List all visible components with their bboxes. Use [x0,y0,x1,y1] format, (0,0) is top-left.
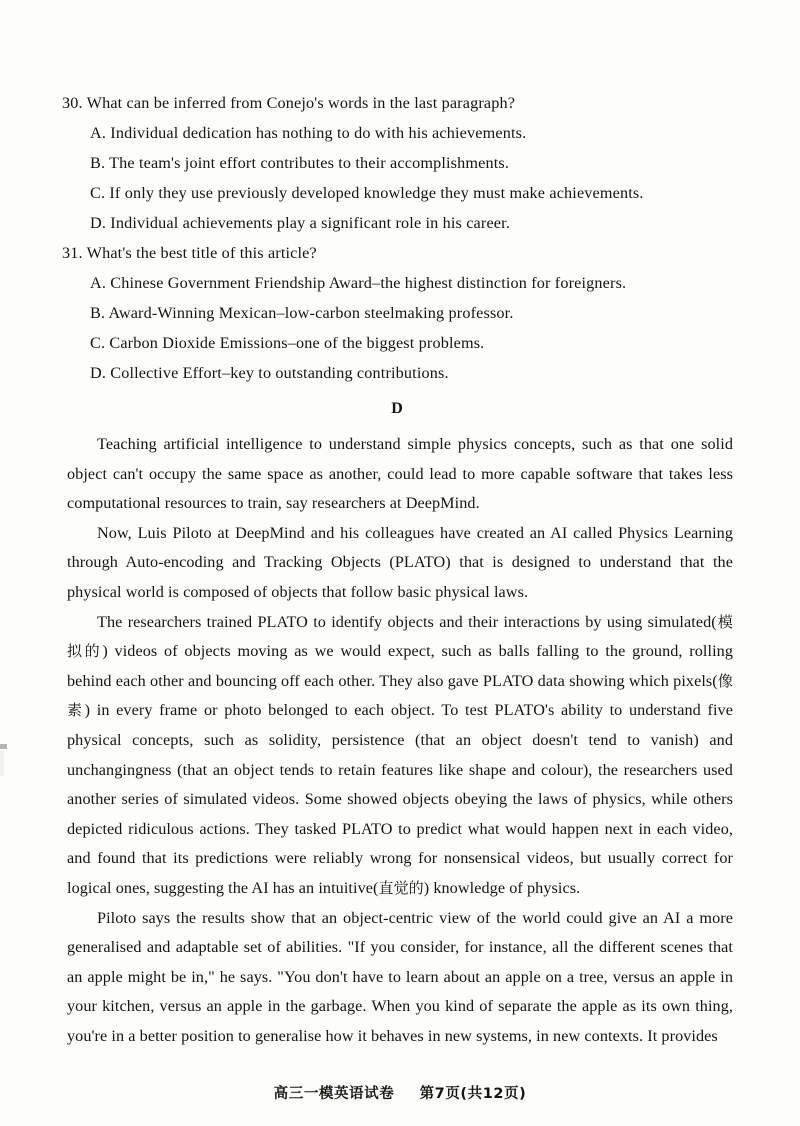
question-31-option-b[interactable]: B. Award-Winning Mexican–low-carbon steelmaking professor. [90,304,514,322]
scan-artifact-mark [0,744,7,749]
question-30-option-a[interactable]: A. Individual dedication has nothing to do with his achievements. [90,124,527,142]
questions-block [62,88,742,388]
page-footer [0,1082,800,1103]
question-31-option-c[interactable]: C. Carbon Dioxide Emissions–one of the biggest problems. [90,334,485,352]
question-30-option-d[interactable]: D. Individual achievements play a significant role in his career. [90,214,511,232]
footer-page-label: 第7页(共12页) [419,1086,527,1102]
question-31-option-a[interactable]: A. Chinese Government Friendship Award–the highest distinction for foreigners. [90,274,627,292]
question-30-option-b[interactable]: B. The team's joint effort contributes to their accomplishments. [90,154,510,172]
question-30-option-c[interactable]: C. If only they use previously developed knowledge they must make achievements. [90,184,644,202]
question-31-stem: 31. What's the best title of this article? [62,244,317,262]
reading-passage [67,430,733,1051]
passage-paragraph-4: Piloto says the results show that an object-centric view of the world could give an AI a more generalised and adaptable set of abilities. "If you consider, for instance, all the different scenes that an apple might be in," he says. "You don't have to learn about an apple on a tree, versus an apple in your kitchen, versus an apple in the garbage. When you kind of separate the apple as its own thing, you're in a better position to generalise how it behaves in new systems, in new contexts. It provides [67,908,733,1045]
section-letter-text: D [391,400,403,417]
question-31-option-d[interactable]: D. Collective Effort–key to outstanding contributions. [90,364,449,382]
question-30-stem: 30. What can be inferred from Conejo's words in the last paragraph? [62,94,516,112]
passage-paragraph-3: The researchers trained PLATO to identify objects and their interactions by using simulated(模拟的) videos of objects moving as we would expect, such as balls falling to the ground, rolling behind each other and bouncing off each other. They also gave PLATO data showing which pixels(像素) in every frame or photo belonged to each object. To test PLATO's ability to understand five physical concepts, such as solidity, persistence (that an object doesn't tend to vanish) and unchangingness (that an object tends to retain features like shape and colour), the researchers used another series of simulated videos. Some showed objects obeying the laws of physics, while others depicted ridiculous actions. They tasked PLATO to predict what would happen next in each video, and found that its predictions were reliably wrong for nonsensical videos, but usually correct for logical ones, suggesting the AI has an intuitive(直觉的) knowledge of physics. [67,612,733,897]
passage-paragraph-1: Teaching artificial intelligence to understand simple physics concepts, such as that one solid object can't occupy the same space as another, could lead to more capable software that takes less computational resources to train, say researchers at DeepMind. [67,435,733,513]
footer-exam-title: 高三一模英语试卷 [273,1086,395,1102]
passage-section-letter [0,400,800,418]
passage-paragraph-2: Now, Luis Piloto at DeepMind and his colleagues have created an AI called Physics Learning through Auto-encoding and Tracking Objects (PLATO) that is designed to understand that the physical world is composed of objects that follow basic physical laws. [67,523,733,601]
scan-artifact-smudge [0,750,4,776]
